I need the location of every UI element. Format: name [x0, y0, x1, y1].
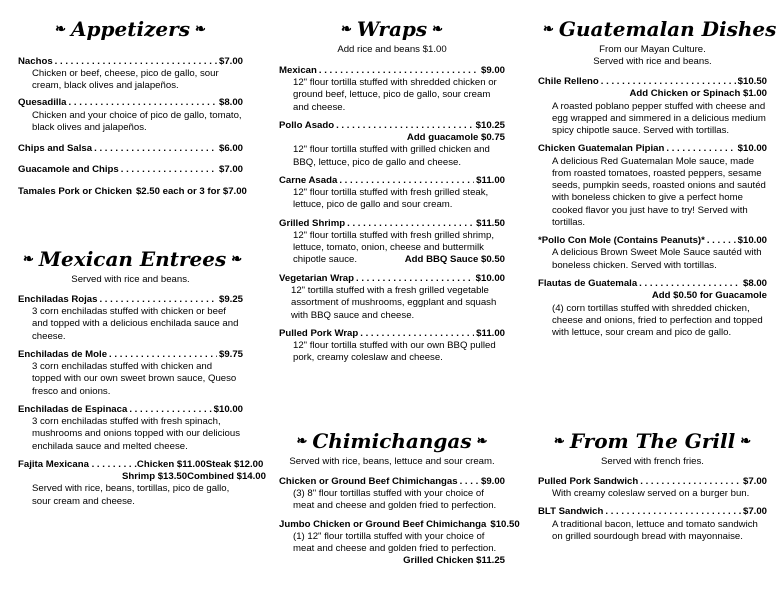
menu-text: (3) 8" flour tortillas stuffed with your choice of meat and cheese and golden fried to perfection. [293, 488, 497, 512]
menu-item [538, 506, 767, 543]
menu-text: $9.00 [480, 64, 505, 76]
item-line [279, 120, 505, 132]
menu-text: Enchiladas de Espinaca [18, 403, 128, 415]
menu-text: Chicken $11.00 [136, 458, 206, 470]
ornament-icon: ❧ [296, 433, 308, 449]
section-heading [279, 428, 505, 456]
ornament-icon: ❧ [432, 21, 444, 37]
menu-text: $10.50 [490, 518, 520, 530]
menu-text: $7.00 [218, 164, 243, 176]
section-subtitle: From our Mayan Culture. [599, 43, 706, 55]
section-heading [538, 428, 767, 456]
menu-item [18, 404, 243, 453]
ornament-icon: ❧ [553, 433, 565, 449]
menu-text: $10.25 [475, 119, 505, 131]
item-line [18, 471, 266, 483]
item-line [538, 76, 767, 88]
leader-dots [69, 97, 217, 109]
menu-text: Shrimp $13.50 [122, 471, 188, 483]
item-line [538, 278, 767, 290]
item-line [279, 65, 505, 77]
item-line [18, 404, 243, 416]
item-line [279, 518, 520, 531]
chimichangas-section [279, 428, 520, 568]
menu-text: Add guacamole $0.75 [406, 132, 505, 144]
menu-text: Chicken Guatemalan Pipian [538, 143, 665, 155]
item-line [18, 164, 243, 176]
menu-item [18, 164, 243, 176]
menu-text: Mexican [279, 64, 317, 76]
menu-text: Quesadilla [18, 97, 67, 109]
leader-dots [109, 349, 217, 361]
menu-text: Mexican Entrees [38, 247, 227, 271]
menu-item-fajita [18, 458, 266, 508]
leader-dots [339, 175, 474, 187]
section-subtitle: Add rice and beans $1.00 [337, 43, 447, 55]
ornament-icon: ❧ [194, 21, 206, 37]
menu-text: Combined $14.00 [187, 471, 266, 483]
menu-text: $11.50 [476, 217, 505, 229]
ornament-icon: ❧ [23, 251, 34, 267]
leader-dots [99, 294, 217, 306]
menu-text: 3 corn enchiladas stuffed with chicken or beef and topped with a delicious enchilada sauce and cheese. [32, 306, 239, 342]
menu-text: $8.00 [218, 97, 243, 109]
menu-text: $10.00 [213, 403, 243, 415]
leader-dots [640, 476, 741, 488]
menu-text: Pollo Asado [279, 119, 335, 131]
item-line [18, 349, 243, 361]
menu-text: Pulled Pork Wrap [279, 327, 359, 339]
menu-text: Vegetarian Wrap [279, 272, 355, 284]
menu-item [18, 97, 243, 134]
menu-item [18, 294, 243, 343]
menu-text: A traditional bacon, lettuce and tomato sandwich on grilled sourdough bread with mayonnaise. [552, 518, 758, 542]
menu-item [538, 476, 767, 501]
menu-text: Enchiladas Rojas [18, 293, 98, 305]
menu-text: From The Grill [569, 429, 736, 453]
menu-item [279, 328, 505, 365]
menu-text: A roasted poblano pepper stuffed with cheese and egg wrapped and simmered in a delicious medium spicy chipotle sauce. Served with tortillas. [552, 100, 766, 137]
menu-text: Chimichangas [312, 429, 472, 453]
item-line [538, 143, 767, 155]
ornament-icon: ❧ [476, 433, 488, 449]
menu-item [18, 349, 243, 398]
menu-item [18, 185, 247, 198]
menu-text: Chile Relleno [538, 76, 599, 88]
menu-text: Tamales Pork or Chicken [18, 185, 132, 197]
menu-text: A delicious Red Guatemalan Mole sauce, made from roasted tomatoes, roasted peppers, sesame seeds, pumpkin seeds, roasted onions and sautéd with boneless chicken to give a perfect home cooked flavor you just have to try! Served with tortillas. [552, 155, 766, 228]
item-line [18, 97, 243, 109]
menu-text: Wraps [356, 17, 428, 41]
menu-item [538, 278, 767, 339]
menu-text: *Pollo Con Mole (Contains Peanuts)* [538, 235, 705, 247]
menu-text: $10.00 [737, 235, 767, 247]
menu-item [279, 273, 505, 322]
menu-text: Carne Asada [279, 174, 338, 186]
leader-dots [605, 506, 741, 518]
section-subtitle: Served with rice and beans. [71, 273, 190, 285]
ornament-icon: ❧ [55, 21, 67, 37]
menu-text: $11.00 [476, 327, 505, 339]
menu-text: Add $0.50 for Guacamole [651, 290, 767, 302]
menu-text: 3 corn enchiladas stuffed with fresh spinach, mushrooms and onions topped with our delicious enchilada sauce and melted cheese. [32, 416, 240, 452]
menu-text: chipotle sauce. [293, 254, 357, 266]
menu-text: Steak $12.00 [205, 458, 264, 470]
menu-text: Chicken and your choice of pico de gallo, tomato, black olives and jalapeños. [32, 109, 242, 133]
menu-text: A delicious Brown Sweet Mole Sauce sautéd with boneless chicken. Served with tortillas. [552, 247, 762, 271]
leader-dots [360, 328, 474, 340]
menu-text: 12" flour tortilla stuffed with shredded chicken or ground beef, lettuce, pico de gallo, sour cream and cheese. [293, 77, 497, 113]
menu-text: $9.00 [480, 475, 505, 487]
leader-dots [601, 76, 736, 88]
menu-item [279, 218, 505, 267]
menu-text: Nachos [18, 55, 53, 67]
menu-text: With creamy coleslaw served on a burger bun. [552, 488, 750, 500]
menu-text: Add BBQ Sauce $0.50 [404, 254, 505, 266]
menu-text: (1) 12" flour tortilla stuffed with your choice of meat and cheese and golden fried to perfection. [293, 530, 497, 555]
leader-dots [319, 65, 479, 77]
menu-text: $10.00 [737, 143, 767, 155]
item-line [18, 143, 243, 155]
menu-text: 12" flour tortilla stuffed with our own BBQ pulled pork, creamy coleslaw and cheese. [293, 340, 496, 364]
item-line [279, 328, 505, 340]
item-line [18, 185, 247, 198]
menu-text: Pulled Pork Sandwich [538, 475, 639, 487]
section-subtitle: Served with rice and beans. [593, 55, 712, 67]
menu-text: $6.00 [218, 143, 243, 155]
menu-text: Flautas de Guatemala [538, 278, 638, 290]
section-subtitle: Served with rice, beans, lettuce and sour cream. [289, 455, 495, 467]
section-subtitle: Served with french fries. [601, 455, 704, 467]
appetizers-section [18, 16, 247, 198]
menu-item [538, 76, 767, 137]
menu-text: 12" tortilla stuffed with a fresh grilled vegetable assortment of mushrooms, eggplant and squash with BBQ sauce and cheese. [291, 285, 497, 321]
item-line [538, 235, 767, 247]
menu-text: Jumbo Chicken or Ground Beef Chimichanga [279, 518, 487, 530]
menu-text: $11.00 [476, 174, 505, 186]
leader-dots [356, 273, 474, 285]
ornament-icon: ❧ [340, 21, 352, 37]
menu-text: BLT Sandwich [538, 506, 604, 518]
mexican-entrees-section [18, 246, 266, 508]
menu-text: $10.00 [475, 272, 505, 284]
menu-text: Fajita Mexicana [18, 458, 89, 470]
ornament-icon: ❧ [740, 433, 752, 449]
menu-text: Chicken or Ground Beef Chimichangas [279, 475, 458, 487]
grill-section [538, 428, 767, 543]
menu-text: Grilled Chicken $11.25 [403, 555, 505, 567]
menu-text: (4) corn tortillas stuffed with shredded chicken, cheese and onions, fried to perfection and topped with lettuce, sour cream and pico de gallo. [552, 302, 763, 339]
leader-dots [121, 164, 217, 176]
item-line [538, 476, 767, 488]
item-line [279, 476, 505, 488]
menu-text: 12" flour tortilla stuffed with fresh grilled shrimp, lettuce, tomato, onion, cheese and buttermilk [293, 229, 495, 254]
item-line: Fajita Mexicana . . . . . . . . . Chicken $11.00 Steak $12.00 [18, 458, 264, 470]
menu-item [18, 143, 243, 155]
menu-item [279, 175, 505, 212]
menu-text: $7.00 [218, 55, 243, 67]
item-line [279, 175, 505, 187]
section-heading [18, 246, 243, 274]
menu-text: Chips and Salsa [18, 143, 93, 155]
menu-text: Appetizers [71, 17, 190, 41]
menu-text: $8.00 [742, 278, 767, 290]
item-line [279, 254, 505, 266]
leader-dots [707, 235, 736, 247]
menu-item [538, 143, 767, 229]
section-heading [18, 16, 243, 44]
leader-dots [460, 476, 479, 488]
menu-text: $2.50 each or 3 for $7.00 [135, 185, 247, 197]
menu-text: Enchiladas de Mole [18, 348, 108, 360]
item-line [279, 218, 505, 230]
leader-dots [129, 404, 211, 416]
leader-dots [666, 143, 735, 155]
menu-text: Chicken or beef, cheese, pico de gallo, sour cream, black olives and jalapeños. [32, 67, 219, 92]
menu-text: Guacamole and Chips [18, 164, 119, 176]
menu-text: 3 corn enchiladas stuffed with chicken and topped with our own sweet brown sauce, Queso fresco and onions. [32, 361, 237, 397]
leader-dots [55, 56, 217, 68]
leader-dots [94, 143, 217, 155]
item-line [279, 273, 505, 285]
leader-dots [336, 120, 474, 132]
menu-text: Add Chicken or Spinach $1.00 [629, 88, 767, 100]
wraps-section [279, 16, 505, 365]
menu-text: Guatemalan Dishes [558, 17, 777, 41]
menu-text: $9.25 [218, 293, 243, 305]
menu-text: $9.75 [218, 348, 243, 360]
menu-item [18, 56, 243, 93]
leader-dots [639, 278, 741, 290]
menu-text: $7.00 [742, 506, 767, 518]
menu-text: Grilled Shrimp [279, 217, 346, 229]
menu-text: 12" flour tortilla stuffed with grilled chicken and BBQ, lettuce, pico de gallo and cheese. [293, 144, 490, 168]
guatemalan-section [538, 16, 777, 339]
menu-text: 12" flour tortilla stuffed with fresh grilled steak, lettuce, pico de gallo and sour cream. [293, 187, 489, 211]
ornament-icon: ❧ [543, 21, 554, 37]
section-heading [279, 16, 505, 44]
ornament-icon: ❧ [231, 251, 243, 267]
menu-item [538, 235, 767, 272]
leader-dots [347, 218, 474, 230]
menu-text: $7.00 [742, 475, 767, 487]
menu-text: $10.50 [737, 76, 767, 88]
item-line [538, 506, 767, 518]
item-line [18, 294, 243, 306]
section-heading [538, 16, 777, 44]
item-line [18, 56, 243, 68]
menu-item [279, 476, 505, 513]
menu-item [279, 120, 505, 169]
menu-item [279, 518, 520, 568]
menu-item [279, 65, 505, 114]
menu-text: Served with rice, beans, tortillas, pico de gallo, sour cream and cheese. [32, 483, 230, 507]
